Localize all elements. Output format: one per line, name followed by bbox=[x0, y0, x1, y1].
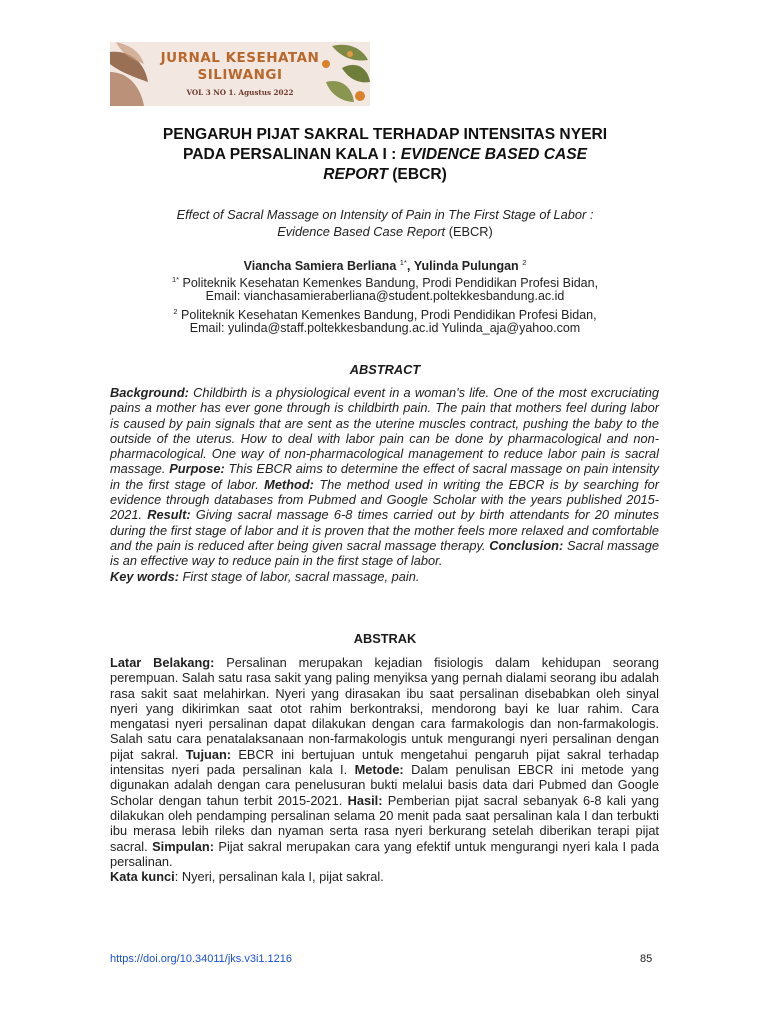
affiliation-1-sup: 1* bbox=[171, 275, 180, 284]
method-text: The method used in writing the EBCR is by searching for evidence through databases from Pubmed and Google Scholar with the years published 2015-2021. bbox=[110, 476, 660, 523]
author-2-sup: 2 bbox=[522, 258, 527, 267]
affiliation-1-text: Politeknik Kesehatan Kemenkes Bandung, Prodi Pendidikan Profesi Bidan, bbox=[182, 276, 599, 291]
author-1-sup: 1* bbox=[399, 258, 407, 267]
journal-volume: VOL 3 NO 1. Agustus 2022 bbox=[186, 88, 294, 97]
method-label: Method: bbox=[264, 476, 314, 492]
title-line3 bbox=[110, 165, 660, 185]
latar-text: Persalinan merupakan kejadian fisiologis dalam kehidupan seorang perempuan. Salah satu rasa sakit yang paling menyiksa yang pernah dialami seorang ibu adalah rasa sakit saat melahirkan. Nyeri yang dirasakan ibu saat persalinan disebabkan oleh sinyal nyeri yang dikirimkan saat otot rahim berkontraksi, mendorong bayi ke luar rahim. Cara mengatasi nyeri persalinan dapat dilakukan dengan cara farmakologis dan non-farmakologis. Salah satu cara penatalaksanaan non-farmakologis untuk mengurangi nyeri persalinan dengan pijat sakral. bbox=[110, 655, 660, 762]
title-line1: PENGARUH PIJAT SAKRAL TERHADAP INTENSITAS NYERI bbox=[162, 126, 608, 143]
metode-text: Dalam penulisan EBCR ini metode yang digunakan adalah dengan cara penelusuran bukti melalui basis data dari Pubmed dan Google Scholar dengan tahun terbit 2015-2021. bbox=[110, 762, 659, 808]
journal-banner bbox=[110, 42, 370, 106]
author-1: Viancha Samiera Berliana bbox=[243, 259, 397, 274]
article-title bbox=[110, 125, 660, 185]
affiliation-2-sup: 2 bbox=[173, 307, 178, 316]
title-line3-italic: REPORT bbox=[323, 166, 388, 183]
abstract-body bbox=[110, 385, 659, 584]
title-line2-italic: EVIDENCE BASED CASE bbox=[400, 146, 588, 163]
purpose-label: Purpose: bbox=[169, 461, 225, 477]
result-text: Giving sacral massage 6-8 times carried out by birth attendants for 20 minutes during the first stage of labor and it is proven that the mother feels more relaxed and comfortable and the pain is reduced after being given sacral massage therapy. bbox=[110, 507, 660, 553]
abstrak-body bbox=[110, 655, 659, 884]
journal-title-line1: JURNAL KESEHATAN bbox=[160, 50, 320, 66]
hasil-text: Pemberian pijat sacral sebanyak 6-8 kali yang dilakukan oleh pendamping persalinan selama 20 menit pada saat persalinan kala I dan terbukti ibu merasa lebih rileks dan nyaman serta rasa nyeri berkurang setelah diberikan terapi pijat sacral. bbox=[110, 792, 659, 854]
background-text: Childbirth is a physiological event in a woman's life. One of the most excruciating pains a mother has ever gone through is childbirth pain. The pain that mothers feel during labor is caused by pain signals that are sent as the uterine muscles contract, pushing the baby to the outside of the uterus. How to deal with labor pain can be done by pharmacological and non-pharmacological. One way of non-pharmacological management to reduce labor pain is sacral massage. bbox=[110, 385, 659, 477]
title-line2-plain: PADA PERSALINAN KALA I : bbox=[182, 146, 397, 163]
purpose-text: This EBCR aims to determine the effect of sacral massage on pain intensity in the first stage of labor. bbox=[110, 461, 660, 492]
keywords-label: Key words: bbox=[110, 568, 179, 584]
kata-kunci-text: : Nyeri, persalinan kala I, pijat sakral. bbox=[174, 869, 384, 885]
kata-kunci-label: Kata kunci bbox=[110, 869, 175, 885]
affiliation-2-text: Politeknik Kesehatan Kemenkes Bandung, Prodi Pendidikan Profesi Bidan, bbox=[181, 308, 597, 323]
latar-label: Latar Belakang: bbox=[110, 655, 215, 670]
affiliation-2-email: Email: yulinda@staff.poltekkesbandung.ac.id Yulinda_aja@yahoo.com bbox=[189, 321, 581, 335]
hasil-label: Hasil: bbox=[347, 792, 383, 808]
keywords-text: First stage of labor, sacral massage, pain. bbox=[182, 568, 420, 584]
tujuan-text: EBCR ini bertujuan untuk mengetahui pengaruh pijat sakral terhadap intensitas nyeri pada persalinan kala I. bbox=[110, 746, 659, 778]
simpulan-label: Simpulan: bbox=[152, 838, 214, 854]
english-title-plain: (EBCR) bbox=[448, 224, 493, 239]
tujuan-label: Tujuan: bbox=[185, 746, 232, 762]
journal-title-line2: SILIWANGI bbox=[197, 67, 283, 83]
english-title-line2 bbox=[110, 223, 660, 240]
affiliation-1-email: Email: vianchasamieraberliana@student.poltekkesbandung.ac.id bbox=[205, 289, 565, 303]
author-separator: , bbox=[406, 259, 411, 274]
abstrak-heading: ABSTRAK bbox=[353, 631, 417, 646]
abstract-heading: ABSTRACT bbox=[349, 362, 421, 377]
doi-link[interactable]: https://doi.org/10.34011/jks.v3i1.1216 bbox=[110, 953, 293, 965]
title-line2 bbox=[110, 145, 660, 165]
simpulan-text: Pijat sakral merupakan cara yang efektif untuk mengurangi nyeri kala I pada persalinan. bbox=[110, 838, 659, 869]
metode-label: Metode: bbox=[354, 762, 404, 778]
english-title-line1: Effect of Sacral Massage on Intensity of Pain in The First Stage of Labor : bbox=[176, 207, 594, 222]
author-2: Yulinda Pulungan bbox=[413, 259, 519, 274]
conclusion-label: Conclusion: bbox=[489, 537, 564, 553]
conclusion-text: Sacral massage is an effective way to reduce pain in the first stage of labor. bbox=[110, 537, 660, 569]
english-title bbox=[110, 206, 660, 240]
background-label: Background: bbox=[110, 385, 189, 400]
title-line3-plain: (EBCR) bbox=[392, 166, 447, 183]
result-label: Result: bbox=[147, 507, 191, 523]
english-title-italic: Evidence Based Case Report bbox=[277, 224, 446, 239]
page-number: 85 bbox=[640, 953, 653, 965]
